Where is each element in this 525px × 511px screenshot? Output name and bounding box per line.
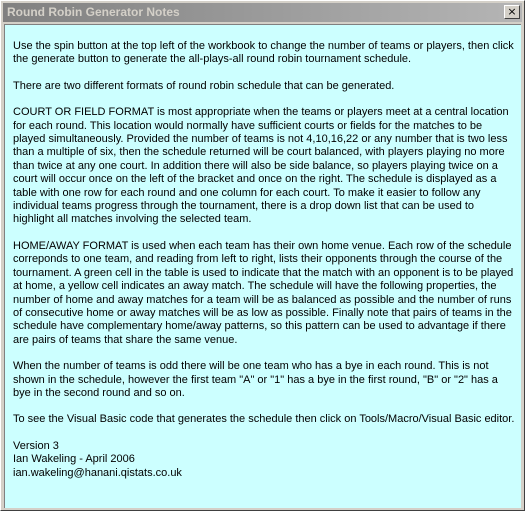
version-label: Version 3 [13,439,59,452]
notes-paragraph-formats: There are two different formats of round robin schedule that can be generated. [13,79,395,92]
title-bar[interactable] [3,3,522,22]
notes-paragraph-odd-teams: When the number of teams is odd there will be one team who has a bye in each round. This is not shown in the schedule, however the first team "A" or "1" has a bye in the first round, "B" or "2" has a bye in the second round and so on. [13,360,498,399]
notes-paragraph-court-format: COURT OR FIELD FORMAT is most appropriate when the teams or players meet at a central location for each round. This location would normally have sufficient courts or fields for the matches to be played simultaneously. Provided the number of teams is not 4,10,16,22 or any number that is two less than a multiple of six, then the schedule returned will be court balanced, with players playing no more than twice at any one court. In addition there will also be side balance, so players playing twice on a court will occur once on the left of the bracket and once on the right. The schedule is displayed as a table with one row for each round and one column for each court. To make it easier to follow any individual teams progress through the tournament, there is a drop down list that can be used to highlight all matches involving the selected team. [13,106,509,226]
author-email: ian.wakeling@hanani.qistats.co.uk [13,466,182,479]
notes-paragraph-home-away-format: HOME/AWAY FORMAT is used when each team has their own home venue. Each row of the schedule correponds to one team, and reading from left to right, lists their opponents through the course of the tournament. A green cell in the table is used to indicate that the match with an opponent is to be played at home, a yellow cell indicates an away match. The schedule will have the following properties, the number of home and away matches for a team will be as balanced as possible and the number of runs of consecutive home or away matches will be as low as possible. Finally note that pairs of teams in the schedule have complementary home/away patterns, so this pattern can be used to advantage if there are pairs of teams that share the same venue. [13,239,514,346]
author-label: Ian Wakeling - April 2006 [13,453,135,466]
notes-paragraph-intro: Use the spin button at the top left of the workbook to change the number of teams or players, then click the generate button to generate the all-plays-all round robin tournament schedule. [13,40,514,66]
notes-paragraph-vba: To see the Visual Basic code that generates the schedule then click on Tools/Macro/Visual Basic editor. [13,413,515,426]
notes-text-area [4,24,521,508]
window-title: Round Robin Generator Notes [7,5,180,19]
close-button[interactable]: × [504,5,520,19]
